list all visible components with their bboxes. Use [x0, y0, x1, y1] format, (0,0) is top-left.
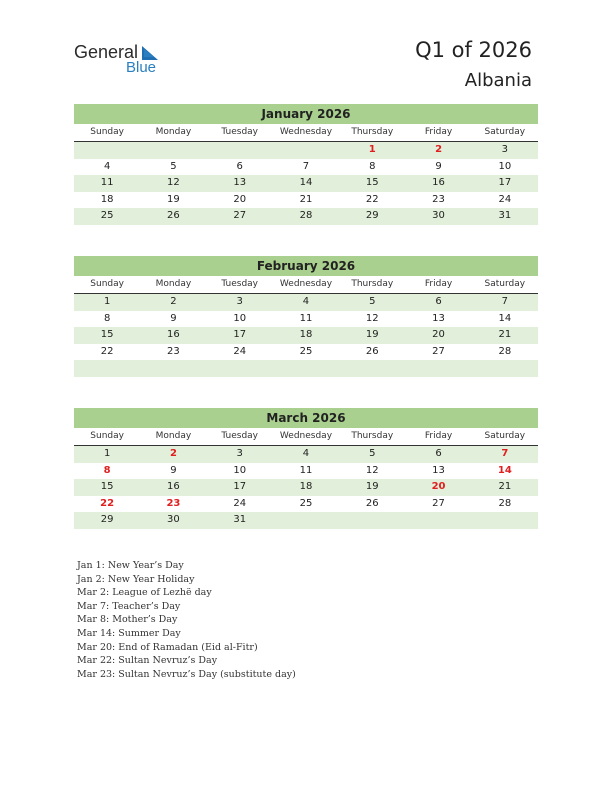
holiday-list-item: Mar 20: End of Ramadan (Eid al-Fitr)	[77, 641, 258, 653]
day-cell: 18	[299, 481, 313, 492]
week-row	[74, 479, 538, 496]
holiday-list-item: Jan 1: New Year’s Day	[77, 560, 184, 571]
day-cell	[405, 512, 471, 529]
month-header: February 2026	[74, 256, 538, 276]
holiday-list-item: Mar 22: Sultan Nevruz’s Day	[77, 655, 218, 667]
holiday-list-item: Mar 7: Teacher’s Day	[77, 600, 181, 612]
month-header: January 2026	[74, 104, 538, 124]
day-cell	[273, 360, 339, 377]
week-row	[74, 463, 538, 480]
day-cell: 4	[103, 160, 111, 172]
week-row	[74, 142, 538, 159]
day-cell: 24	[233, 345, 247, 357]
day-cell: 14	[497, 464, 512, 476]
weekday-label: Wednesday	[279, 127, 333, 137]
day-cell: 11	[100, 177, 114, 188]
logo-flag-icon	[142, 44, 164, 60]
week-row	[74, 446, 538, 463]
day-cell: 3	[236, 448, 243, 459]
day-cell	[472, 360, 538, 377]
weekday-label: Sunday	[90, 279, 124, 289]
day-cell: 27	[233, 210, 247, 221]
weekday-label: Saturday	[484, 431, 526, 441]
day-cell: 20	[233, 193, 247, 205]
day-cell: 20	[432, 329, 445, 340]
day-cell	[339, 360, 405, 377]
day-cell: 22	[100, 497, 115, 509]
day-cell: 27	[432, 497, 445, 509]
day-cell: 11	[299, 464, 313, 476]
day-cell: 27	[432, 345, 445, 357]
day-cell: 13	[432, 464, 445, 476]
weekday-label: Tuesday	[221, 431, 259, 441]
week-row	[74, 294, 538, 311]
weekday-label: Friday	[424, 431, 453, 441]
day-cell: 19	[167, 193, 180, 205]
weekday-label: Sunday	[90, 127, 124, 137]
day-cell: 23	[432, 193, 445, 205]
month-calendar	[74, 104, 538, 225]
day-cell: 14	[498, 312, 512, 324]
weekday-label: Sunday	[90, 431, 124, 441]
day-cell: 11	[299, 312, 313, 324]
day-cell: 2	[170, 296, 177, 307]
week-row	[74, 344, 538, 361]
day-cell: 9	[435, 160, 442, 172]
day-cell	[207, 360, 273, 377]
day-cell: 6	[435, 448, 442, 459]
month-calendar	[74, 408, 538, 529]
weekday-label: Friday	[424, 127, 453, 137]
day-cell: 25	[299, 497, 313, 509]
weekday-label: Monday	[155, 279, 192, 289]
holiday-list-item: Mar 14: Summer Day	[77, 627, 181, 639]
day-cell: 15	[100, 329, 114, 340]
weekday-header-row	[74, 276, 538, 294]
day-cell: 17	[233, 481, 247, 492]
day-cell: 23	[167, 345, 180, 357]
holiday-list-item: Jan 2: New Year Holiday	[77, 573, 195, 585]
day-cell: 21	[498, 481, 512, 492]
day-cell: 26	[365, 497, 379, 509]
day-cell: 1	[368, 144, 376, 155]
day-cell: 9	[170, 312, 177, 324]
day-cell: 22	[365, 193, 379, 205]
day-cell: 29	[100, 514, 114, 525]
week-row	[74, 159, 538, 176]
day-cell: 21	[299, 193, 313, 205]
weekday-label: Wednesday	[279, 431, 333, 441]
weekday-label: Monday	[155, 431, 192, 441]
logo-general-text: General	[74, 42, 139, 62]
day-cell: 24	[498, 193, 512, 205]
day-cell	[273, 512, 339, 529]
day-cell: 17	[498, 177, 512, 188]
day-cell: 16	[167, 329, 180, 340]
weekday-label: Tuesday	[221, 279, 259, 289]
day-cell: 5	[369, 296, 376, 307]
day-cell: 25	[100, 210, 114, 221]
week-row	[74, 496, 538, 513]
day-cell: 13	[233, 177, 247, 188]
day-cell: 31	[498, 210, 512, 221]
day-cell	[140, 142, 206, 159]
day-cell: 7	[302, 160, 310, 172]
day-cell	[140, 360, 206, 377]
holiday-list-item: Mar 23: Sultan Nevruz’s Day (substitute day)	[77, 668, 296, 680]
day-cell: 28	[498, 345, 512, 357]
weekday-label: Saturday	[484, 127, 526, 137]
day-cell: 15	[365, 177, 379, 188]
day-cell: 17	[233, 329, 247, 340]
week-row	[74, 360, 538, 377]
holiday-list	[77, 559, 296, 681]
day-cell	[74, 360, 140, 377]
month-calendar	[74, 256, 538, 377]
day-cell	[207, 142, 273, 159]
week-row	[74, 512, 538, 529]
day-cell: 26	[167, 210, 180, 221]
day-cell: 13	[432, 312, 445, 324]
day-cell: 12	[167, 177, 180, 188]
generalblue-logo	[74, 42, 174, 78]
day-cell: 5	[170, 160, 177, 172]
day-cell: 18	[299, 329, 313, 340]
day-cell: 1	[103, 296, 111, 307]
day-cell: 15	[100, 481, 114, 492]
holiday-list-item: Mar 8: Mother’s Day	[77, 614, 178, 626]
day-cell: 19	[365, 481, 379, 492]
weekday-label: Thursday	[351, 127, 394, 137]
day-cell: 8	[103, 312, 111, 324]
day-cell: 10	[498, 160, 512, 172]
week-row	[74, 208, 538, 225]
day-cell: 2	[169, 448, 177, 459]
weekday-label: Saturday	[484, 279, 526, 289]
week-row	[74, 327, 538, 344]
day-cell	[273, 142, 339, 159]
day-cell: 16	[432, 177, 445, 188]
weekday-label: Wednesday	[279, 279, 333, 289]
country-name: Albania	[464, 70, 532, 91]
day-cell: 7	[501, 448, 509, 459]
day-cell: 30	[167, 514, 180, 525]
day-cell: 25	[299, 345, 313, 357]
week-row	[74, 192, 538, 209]
weekday-label: Friday	[424, 279, 453, 289]
week-row	[74, 311, 538, 328]
day-cell: 3	[236, 296, 243, 307]
weekday-label: Thursday	[351, 431, 394, 441]
day-cell: 28	[498, 497, 512, 509]
day-cell: 6	[236, 160, 243, 172]
day-cell: 5	[369, 448, 376, 459]
day-cell: 26	[365, 345, 379, 357]
day-cell: 30	[432, 210, 445, 221]
day-cell: 9	[170, 464, 177, 476]
day-cell: 12	[365, 464, 379, 476]
day-cell: 28	[299, 210, 313, 221]
day-cell: 12	[365, 312, 379, 324]
day-cell: 31	[233, 514, 247, 525]
weekday-label: Monday	[155, 127, 192, 137]
weekday-label: Thursday	[351, 279, 394, 289]
day-cell: 8	[369, 160, 376, 172]
day-cell	[339, 512, 405, 529]
day-cell: 21	[498, 329, 512, 340]
day-cell: 16	[167, 481, 180, 492]
day-cell: 1	[103, 448, 111, 459]
logo-blue-text: Blue	[126, 59, 157, 76]
day-cell: 23	[166, 497, 181, 509]
day-cell: 4	[302, 296, 310, 307]
day-cell	[472, 512, 538, 529]
day-cell	[405, 360, 471, 377]
day-cell: 19	[365, 329, 379, 340]
day-cell	[74, 142, 140, 159]
weekday-header-row	[74, 428, 538, 446]
weekday-header-row	[74, 124, 538, 142]
day-cell: 4	[302, 448, 310, 459]
day-cell: 3	[501, 144, 509, 155]
day-cell: 10	[233, 464, 247, 476]
month-header: March 2026	[74, 408, 538, 428]
day-cell: 6	[435, 296, 442, 307]
week-row	[74, 175, 538, 192]
day-cell: 10	[233, 312, 247, 324]
page-title: Q1 of 2026	[415, 38, 532, 62]
day-cell: 7	[501, 296, 509, 307]
day-cell: 18	[100, 193, 114, 205]
day-cell: 29	[365, 210, 379, 221]
day-cell: 24	[233, 497, 247, 509]
holiday-list-item: Mar 2: League of Lezhë day	[77, 587, 212, 599]
day-cell: 14	[299, 177, 313, 188]
weekday-label: Tuesday	[221, 127, 259, 137]
day-cell: 20	[431, 481, 446, 492]
day-cell: 22	[100, 345, 114, 357]
day-cell: 8	[103, 464, 111, 476]
day-cell: 2	[435, 144, 443, 155]
